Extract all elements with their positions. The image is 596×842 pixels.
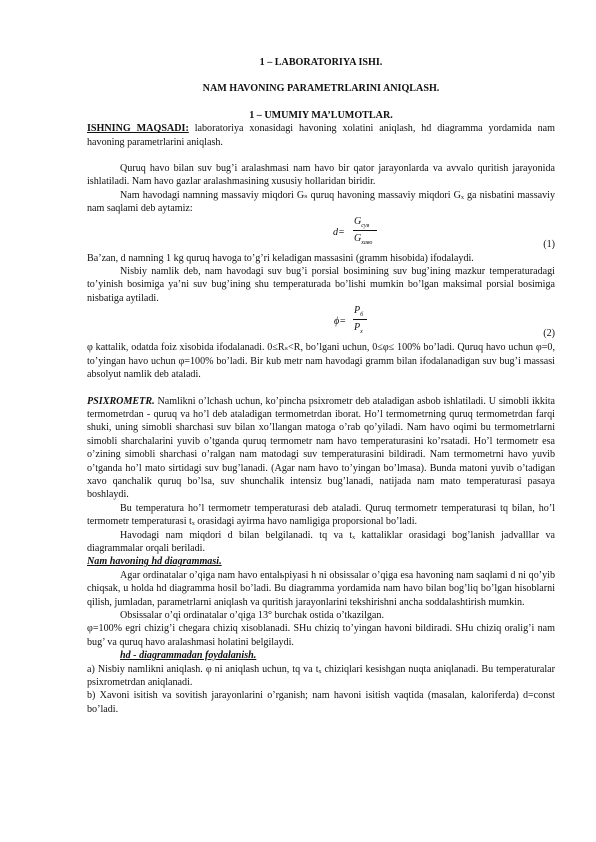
hd-diagram-heading: Nam havoning hd diagrammasi. xyxy=(87,556,222,568)
paragraph-9: Agar ordinatalar o’qiga nam havo entalьpiyasi h ni obsissalar o’qiga esa havoning nam saqlami d ni qo’yib chiqsak, u holda hd diagramma hosil bo’ladi. Bu diagramma yordamida nam havo bilan bog’liq bo’lgan hisoblarni qilish, jumladan, parametrlarni aniqlash va quritish jarayonlarini tekshirishni ancha soddalashtirish mumkin. xyxy=(87,569,555,608)
psychrometer-paragraph xyxy=(87,395,555,502)
goal-text: laboratoriya xonasidagi havoning xolatini aniqlash, hd diagramma yordamida nam havoning parametrlarini aniqlash. xyxy=(87,123,555,148)
paragraph-4: Nisbiy namlik deb, nam havodagi suv bug’i porsial bosimining suv bug’ining mazkur temperaturadagi to’yinish bosimiga ya’ni suv bug’ining shu temperaturada bo’lishi mumkin bo’lgan maksimal porsial bosimiga nisbatiga aytiladi. xyxy=(87,266,555,304)
paragraph-3: Ba’zan, d namning 1 kg quruq havoga to’g’ri keladigan massasini (gramm hisobida) ifodalaydi. xyxy=(87,252,474,264)
paragraph-7: Bu temperatura ho’l termometr temperaturasi deb ataladi. Quruq termometr temperaturasi tq bilan, ho’l termometr temperaturasi tₓ orasidagi ayirma havo namligiga proporsional bo’ladi. xyxy=(87,502,555,528)
paragraph-5: φ kattalik, odatda foiz xisobida ifodalanadi. 0≤Rₛ<R, bo’lgani uchun, 0≤φ≤ 100% bo’ladi. Quruq havo uchun φ=0, to’yingan havo uchun φ=100% bo’ladi. Bir kub metr nam havodagi gramm bilan ifodalanadigan suv bug’i massasi absolyut namlik deb ataladi. xyxy=(87,342,555,381)
formula-1-denominator: G xyxy=(354,232,362,244)
formula-2-numerator-sub: б xyxy=(360,312,364,319)
formula-2 xyxy=(87,305,555,341)
formula-2-number: (2) xyxy=(543,328,555,340)
lab-title: 1 – LABORATORIYA ISHI. xyxy=(259,57,383,68)
section-title: NAM HAVONING PARAMETRLARINI ANIQLASH. xyxy=(202,83,440,95)
paragraph-8: Havodagi nam miqdori d bilan belgilanadi. tq va tₓ kattaliklar orasidagi bog’lanish jadvalllar va diagrammalar orqali beriladi. xyxy=(87,529,555,554)
formula-2-lhs: ϕ= xyxy=(334,316,347,328)
formula-1 xyxy=(87,216,555,252)
formula-2-denominator-sub: x xyxy=(360,329,363,336)
use-heading-row xyxy=(87,649,555,662)
formula-1-number: (1) xyxy=(543,238,555,250)
formula-1-numerator: G xyxy=(354,215,362,227)
formula-1-numerator-sub: сув xyxy=(361,222,370,229)
paragraph-11: φ=100% egri chizig’i chegara chiziq xisoblanadi. SHu chiziq to’yingan havoni bildiradi. SHu chiziq oralig’i nam bug’ va quruq havo aralashmasi holatini belgilaydi. xyxy=(87,623,555,648)
goal-paragraph xyxy=(87,122,555,149)
paragraph-12: a) Nisbiy namlikni aniqlash. φ ni aniqlash uchun, tq va tₓ chiziqlari kesishgan nuqta aniqlanadi. Bu temperaturalar psixrometrdan aniqlanadi. xyxy=(87,663,555,689)
page-content xyxy=(87,56,555,716)
paragraph-2: Nam havodagi namning massaviy miqdori Gₛ quruq havoning massaviy miqdori Gₓ ga nisbatini massaviy nam saqlami deb aytamiz: xyxy=(87,189,555,215)
paragraph-1: Quruq havo bilan suv bug’i aralashmasi nam havo bir qator jarayonlarda va avvalo quritish jarayonida ishlatiladi. Nam havo gazlar aralashmasining xususiy hollaridan biridir. xyxy=(87,163,555,188)
psychrometer-label: PSIXROMETR. xyxy=(87,395,155,407)
formula-2-denominator: P xyxy=(354,322,361,334)
formula-1-denominator-sub: хаво xyxy=(361,239,373,246)
goal-label: ISHNING MAQSADI: xyxy=(87,123,189,135)
psychrometer-text: Namlikni o’lchash uchun, ko’pincha psixrometr deb ataladigan asbob ishlatiladi. U simobli ikkita termometrdan - quruq va ho’l deb ataladigan termometrdan iborat. Ho’l termometrning quruq termometrdan farqi shuki, uning simobli sharchasi suv bilan xo’llangan matoga o’rab qo’yiladi. Nam havo oqimi bu termometrlarni simobli sharchalarini yuvib o’tganda quruq termometr nam havo temperaturasini ko’rsatadi. Ho’l termometr esa o’zining simobli sharchasi o’ralgan nam matodagi suv temperaturasini bildiradi. Nam termometrni havo yuvib o’tganda ho’l mato sirtidagi suv bug’lanadi. (Agar nam havo to’yingan bo’lmasa). Bunda matoni yuvib o’tadigan xavo qanchalik quruq bo’lsa, suv shunchalik intensiz bug’lanadi, natijada nam mato temperaturasi pasaya boshlaydi. xyxy=(87,395,555,501)
formula-2-numerator: P xyxy=(354,305,361,317)
subsection-title: 1 – UMUMIY MA’LUMOTLAR. xyxy=(249,109,393,121)
paragraph-13: b) Xavoni isitish va sovitish jarayonlarini o’rganish; nam havoni isitish vaqtida (masalan, kaloriferda) d=const bo’ladi. xyxy=(87,690,555,715)
formula-1-lhs: d= xyxy=(333,226,345,238)
hd-use-heading: hd - diagrammadan foydalanish. xyxy=(120,650,257,662)
paragraph-10: Obsissalar o’qi ordinatalar o’qiga 13° burchak ostida o’tkazilgan. xyxy=(120,610,384,621)
